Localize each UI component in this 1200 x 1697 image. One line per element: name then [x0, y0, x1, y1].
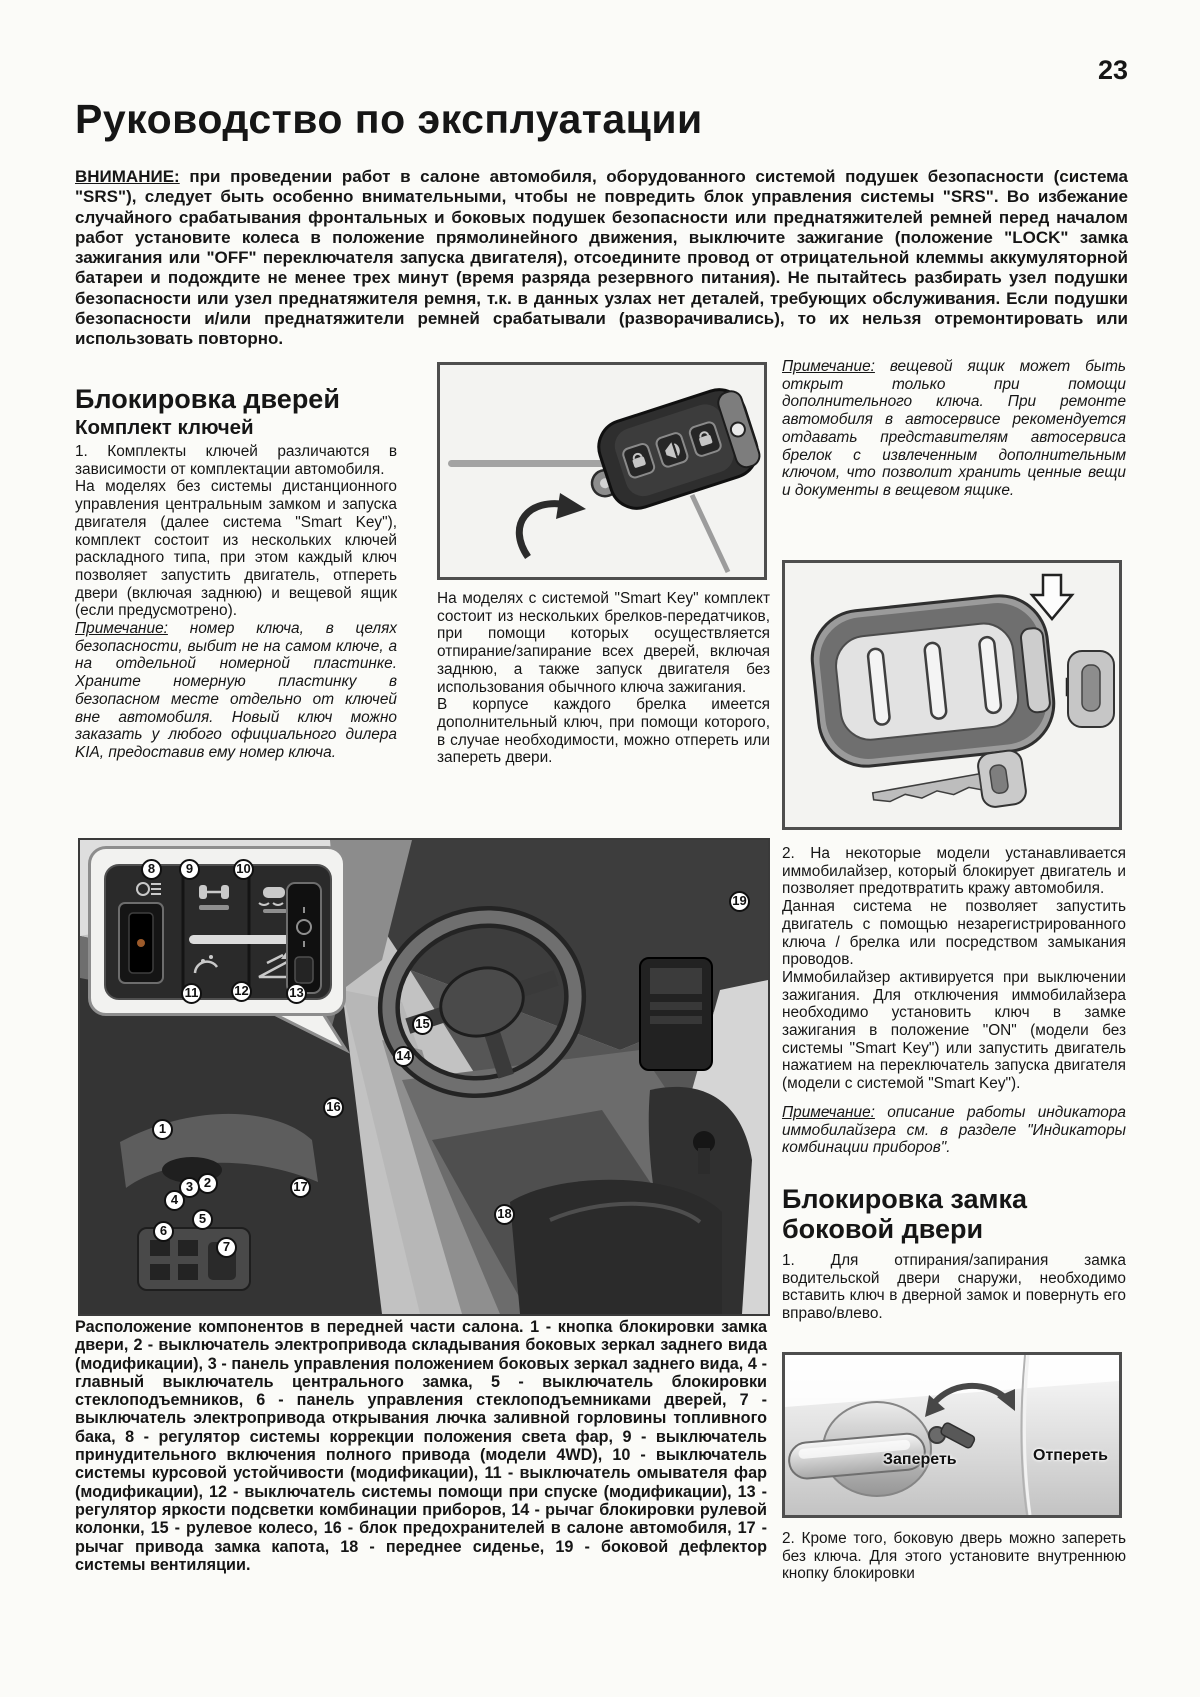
note-text: описание работы индикатора иммобилайзера см. в разделе "Индикаторы комбинации приборов".	[782, 1104, 1126, 1157]
interior-caption: Расположение компонентов в передней части салона. 1 - кнопка блокировки замка двери, 2 - выключатель электропривода складывания боковых зеркал заднего вида (модификации), 3 - панель управления положением боковых зеркал заднего вида, 4 - главный выключатель центрального замка, 5 - выключатель блокировки стеклоподъемников, 6 - панель управления стеклоподъемниками дверей, 7 - выключатель электропривода открывания лючка заливной горловины топливного бака, 8 - регулятор системы коррекции положения света фар, 9 - выключатель принудительного включения полного привода (модели 4WD), 10 - выключатель системы курсовой устойчивости (модификации), 11 - выключатель омывателя фар (модификации), 12 - выключатель системы помощи при спуске (модификации), 13 - регулятор яркости подсветки комбинации приборов, 14 - рычаг блокировки рулевой колонки, 15 - рулевое колесо, 16 - блок предохранителей в салоне автомобиля, 17 - рычаг привода замка капота, 18 - переднее сиденье, 19 - боковой дефлектор системы вентиляции.	[75, 1318, 767, 1574]
callout-12: 12	[231, 981, 252, 1002]
immobilizer-para-3: Иммобилайзер активируется при выключении зажигания. Для отключения иммобилайзера необходимо установить ключ в замке зажигания в положение "ON" (модели без системы "Smart Key") или запустить двигатель нажатием на переключатель запуска двигателя (модели с системой "Smart Key").	[782, 968, 1126, 1093]
key-blade-folded	[692, 495, 728, 572]
side-door-para-1: 1. Для отпирания/запирания замка водительской двери снаружи, необходимо вставить ключ в дверной замок и повернуть его вправо/влево.	[782, 1252, 1126, 1323]
page-title: Руководство по эксплуатации	[75, 96, 703, 142]
middle-column	[437, 590, 770, 767]
smart-key-figure	[782, 560, 1122, 830]
callout-19: 19	[729, 891, 750, 912]
note-text: вещевой ящик может быть открыт только при помощи дополнительного ключа. При ремонте автомобиля в автосервисе рекомендуется отдавать представителям автосервиса брелок с извлеченным дополнительным ключом, что позволит хранить ценные вещи и документы в вещевом ящике.	[782, 358, 1126, 499]
callout-18: 18	[494, 1204, 515, 1225]
callout-1: 1	[152, 1119, 173, 1140]
interior-figure	[78, 838, 770, 1316]
side-door-para-2: 2. Кроме того, боковую дверь можно запереть без ключа. Для этого установите внутреннюю кнопку блокировки	[782, 1530, 1126, 1583]
callout-17: 17	[290, 1177, 311, 1198]
section-heading-side-door-lock: Блокировка замка боковой двери	[782, 1184, 1028, 1244]
flip-key-figure	[437, 362, 767, 580]
callout-16: 16	[323, 1097, 344, 1118]
smart-key-illustration	[785, 563, 1119, 827]
smart-key-fob	[807, 591, 1058, 771]
note-label: Примечание:	[782, 1104, 875, 1121]
immobilizer-para-1: 2. На некоторые модели устанавливается иммобилайзер, который блокирует двигатель и позволяет предотвратить кражу автомобиля.	[782, 845, 1126, 898]
middle-para-1: На моделях с системой "Smart Key" комплект состоит из нескольких брелков-передатчиков, при помощи которых осуществляется отпирание/запирание всех дверей, включая заднюю, а также запуск двигателя без использования обычного ключа зажигания.	[437, 590, 770, 696]
callout-13: 13	[286, 983, 307, 1004]
callout-15: 15	[412, 1014, 433, 1035]
callout-14: 14	[393, 1046, 414, 1067]
callout-10: 10	[233, 859, 254, 880]
right-side-door-text	[782, 1252, 1126, 1323]
page-number: 23	[1098, 55, 1129, 85]
left-note	[75, 620, 397, 762]
callout-9: 9	[179, 859, 200, 880]
switch-panel-inset	[88, 846, 346, 1016]
flip-key-fob	[576, 383, 764, 521]
door-handle-illustration	[785, 1355, 1119, 1515]
callout-6: 6	[153, 1221, 174, 1242]
right-note-glovebox	[782, 358, 1126, 500]
warning-paragraph	[75, 167, 1128, 350]
left-column	[75, 384, 397, 762]
callout-3: 3	[179, 1177, 200, 1198]
left-para-1: 1. Комплекты ключей различаются в зависимости от комплектации автомобиля.	[75, 443, 397, 478]
seat-cushion	[510, 1180, 722, 1314]
left-para-2: На моделях без системы дистанционного управления центральным замком и запуска двигателя (далее система "Smart Key"), комплект состоит из нескольких ключей раскладного типа, при этом каждый ключ позволяет запустить двигатель, отпереть двери (включая заднюю) и вещевой ящик (если предусмотрено).	[75, 478, 397, 620]
callout-11: 11	[181, 983, 202, 1004]
right-side-door-text-2	[782, 1530, 1126, 1583]
warning-label: ВНИМАНИЕ:	[75, 167, 180, 186]
lock-label: Запереть	[883, 1451, 957, 1468]
right-immobilizer-section	[782, 845, 1126, 1093]
right-note-immobilizer	[782, 1104, 1126, 1157]
panel-slot	[189, 935, 303, 944]
callout-2: 2	[197, 1173, 218, 1194]
callout-4: 4	[164, 1190, 185, 1211]
subsection-heading-key-set: Комплект ключей	[75, 416, 254, 439]
door-handle-figure	[782, 1352, 1122, 1518]
middle-para-2: В корпусе каждого брелка имеется дополнительный ключ, при помощи которого, в случае необходимости, можно отпереть или запереть двери.	[437, 696, 770, 767]
unlock-label: Отпереть	[1033, 1447, 1108, 1464]
note-text: номер ключа, в целях безопасности, выбит не на самом ключе, а на отдельной номерной пластинке. Храните номерную пластинку в безопасном месте отдельно от ключей вне автомобиля. Новый ключ можно заказать у любого официального дилера KIA, предоставив ему номер ключа.	[75, 620, 397, 761]
section-heading-door-locking: Блокировка дверей	[75, 384, 340, 414]
note-label: Примечание:	[75, 620, 168, 638]
right-side-door-section	[782, 1184, 1082, 1244]
press-down-arrow-icon	[1032, 575, 1072, 619]
callout-8: 8	[141, 859, 162, 880]
callout-5: 5	[192, 1209, 213, 1230]
immobilizer-para-2: Данная система не позволяет запустить двигатель с помощью незарегистрированного ключа / брелка или посредством замыкания проводов.	[782, 898, 1126, 969]
flip-key-illustration	[440, 365, 764, 577]
callout-7: 7	[216, 1237, 237, 1258]
note-label: Примечание:	[782, 358, 875, 375]
warning-text: при проведении работ в салоне автомобиля, оборудованного системой подушек безопасности (система "SRS"), следует быть особенно внимательными, чтобы не повредить блок управления системы "SRS". Во избежание случайного срабатывания фронтальных и боковых подушек безопасности или преднатяжителей ремней перед началом работ установите колеса в положение прямолинейного движения, выключите зажигание (положение "LOCK" замка зажигания или "OFF" переключателя запуска двигателя), отсоедините провод от отрицательной клеммы аккумуляторной батареи и подождите не менее трех минут (время разряда резервного питания). Не пытайтесь разбирать узел подушки безопасности или узел преднатяжителя ремня, т.к. в данных узлах нет деталей, требующих обслуживания. Если подушки безопасности и/или преднатяжители ремней срабатывали (разворачивались), то их нельзя отремонтировать или использовать повторно.	[75, 167, 1128, 349]
